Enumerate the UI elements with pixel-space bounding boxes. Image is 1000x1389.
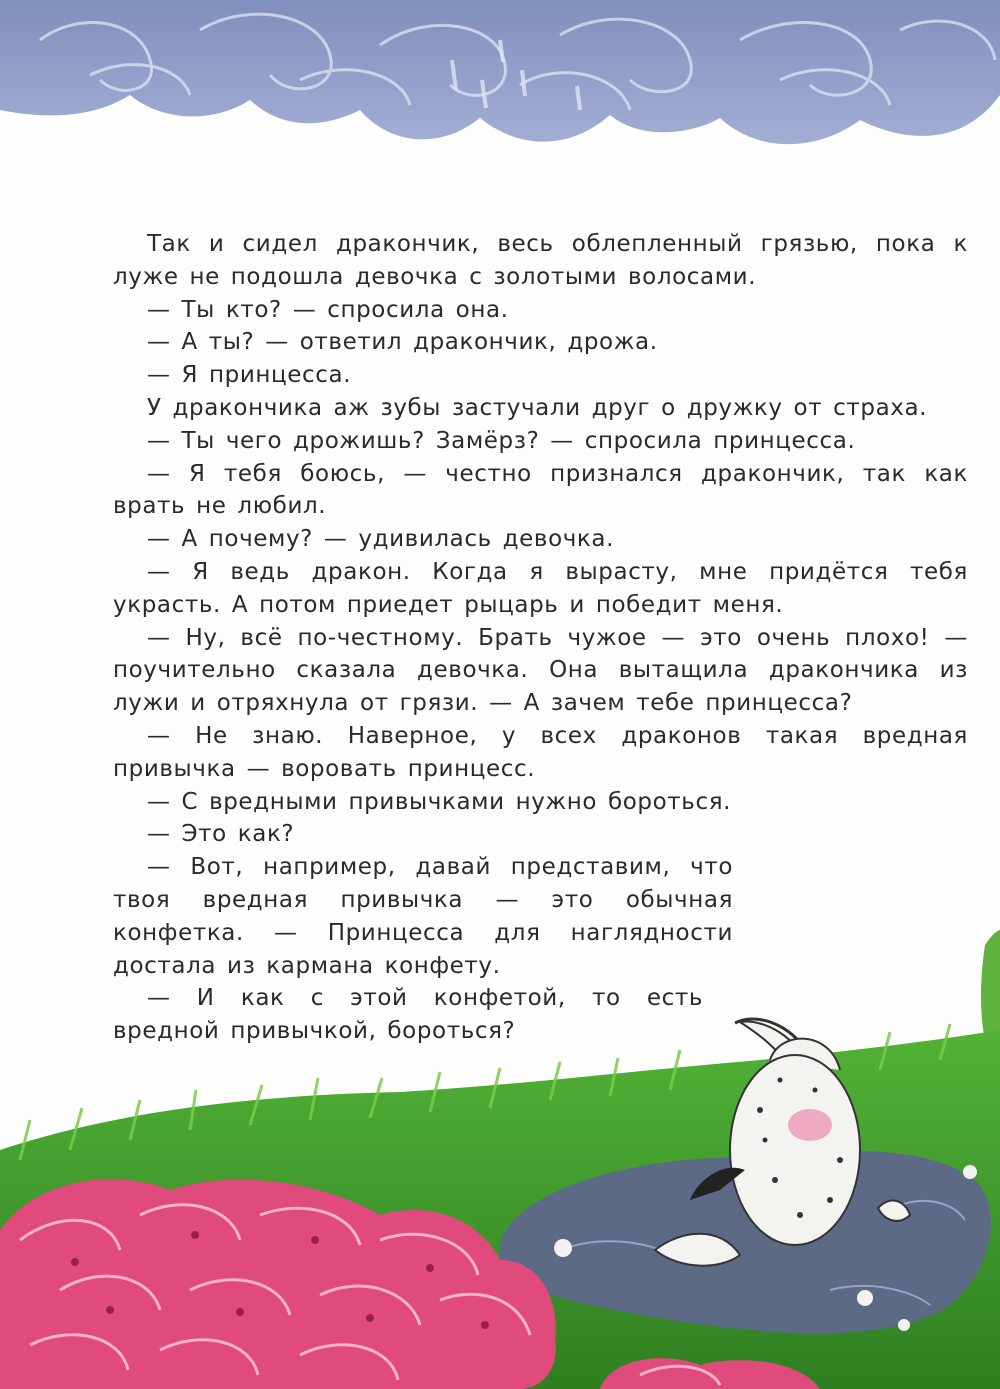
story-paragraph: — А ты? — ответил дракончик, дрожа.: [147, 329, 658, 356]
story-paragraph: — А почему? — удивилась девочка.: [147, 526, 615, 553]
story-text: [113, 228, 968, 1048]
story-paragraph: — Ты кто? — спросила она.: [147, 296, 509, 323]
story-paragraph: — Вот, например, давай представим, что твоя вредная привычка — это обычная конфетка. — Принцесса для наглядности достала из кармана конфету.: [113, 854, 733, 979]
story-paragraph: — Я ведь дракон. Когда я вырасту, мне придётся тебя украсть. А потом приедет рыцарь и победит меня.: [113, 558, 968, 618]
sky-clouds: [0, 0, 1000, 144]
story-paragraph: — И как с этой конфетой, то есть вредной привычкой, бороться?: [113, 985, 703, 1045]
story-paragraph: — Это как?: [147, 821, 295, 848]
story-paragraph: — С вредными привычками нужно бороться.: [147, 788, 732, 815]
story-paragraph: У дракончика аж зубы застучали друг о дружку от страха.: [147, 394, 928, 421]
story-paragraph: — Не знаю. Наверное, у всех драконов такая вредная привычка — воровать принцесс.: [113, 722, 968, 782]
story-paragraph: Так и сидел дракончик, весь облепленный грязью, пока к луже не подошла девочка с золотыми волосами.: [113, 231, 968, 290]
story-paragraph: — Ты чего дрожишь? Замёрз? — спросила принцесса.: [147, 427, 856, 454]
story-paragraph: — Я принцесса.: [147, 362, 352, 389]
story-paragraph: — Я тебя боюсь, — честно признался дракончик, так как врать не любил.: [113, 460, 968, 520]
story-paragraph: — Ну, всё по-честному. Брать чужое — это очень плохо! — поучительно сказала девочка. Она вытащила дракончика из лужи и отряхнула от грязи. — А зачем тебе принцесса?: [113, 624, 968, 717]
